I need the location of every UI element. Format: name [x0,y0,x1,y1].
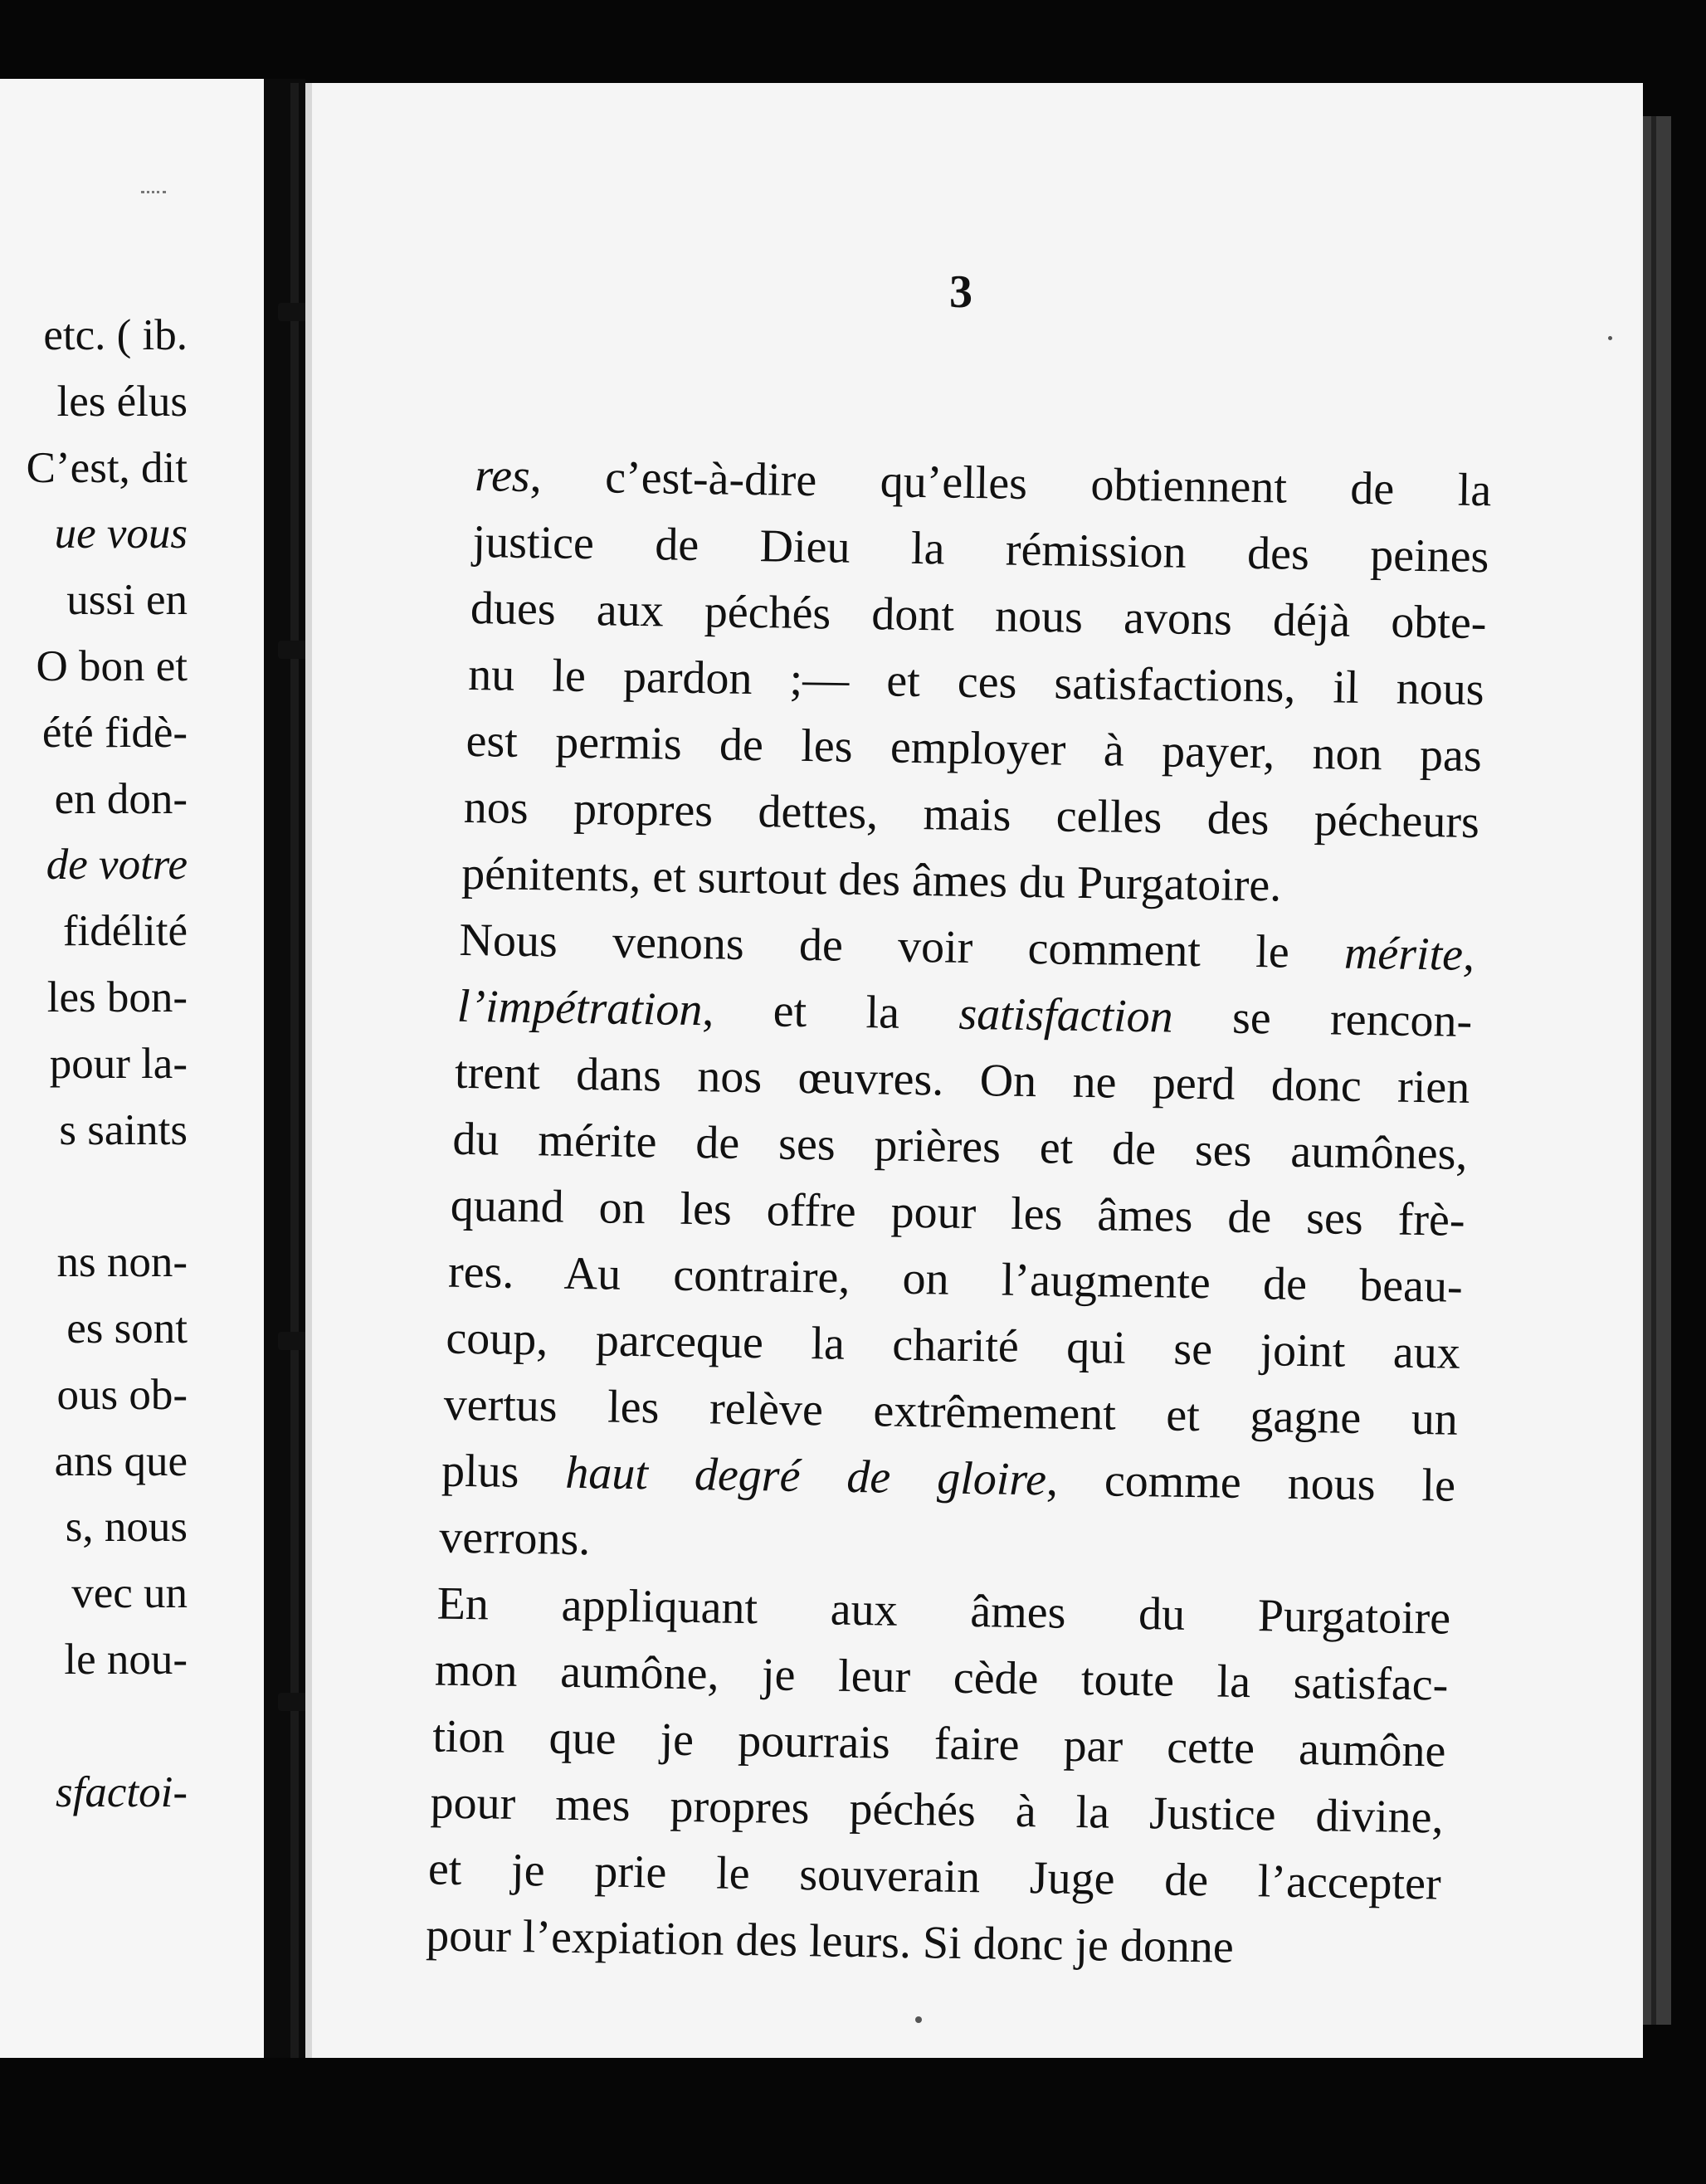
left-page-line: les bon- [46,973,188,1021]
text-run: , comme nous le [1046,1454,1456,1512]
left-page-line: pour la- [49,1039,188,1088]
text-run: du mérite de ses prières et de ses aumônes, [452,1113,1468,1180]
main-page [305,83,1643,2058]
text-run: est permis de les employer à payer, non pas [465,714,1483,782]
left-page-line: les élus [56,377,188,426]
left-page-line: en don- [54,774,188,823]
left-page-line: O bon et [36,641,188,690]
book-gutter [264,79,305,2058]
ink-speck [915,2016,922,2023]
italic-phrase: l’impétration [456,980,703,1036]
left-page-text [0,303,188,1826]
left-page-line: etc. ( ib. [43,311,188,359]
left-page-line: s saints [59,1105,188,1154]
italic-phrase: mérite, [1343,927,1475,981]
left-page-line: es sont [66,1304,188,1353]
italic-phrase: res [474,450,531,503]
text-run: , c’est-à-dire qu’elles obtiennent de la [529,451,1492,517]
text-run: justice de Dieu la rémission des peines [472,516,1489,583]
left-page-line: de votre [46,841,188,890]
left-page-line: sfactoi- [56,1767,188,1816]
text-line [441,1438,1455,1519]
text-run: dues aux péchés dont nous avons déjà obte- [470,582,1487,650]
text-run: coup, parceque la charité qui se joint aux [445,1312,1461,1379]
text-run: se rencon- [1172,991,1473,1047]
spine-shadow [290,83,299,2058]
italic-phrase: satisfaction [958,987,1174,1043]
left-page-line: s, nous [65,1503,188,1552]
left-page-line: vec un [71,1569,188,1618]
text-run: tion que je pourrais faire par cette aumône [431,1710,1446,1777]
page-number: 3 [949,266,972,318]
left-page-line: fidélité [62,907,188,956]
left-page-line: ous ob- [56,1370,188,1419]
text-run: plus [441,1445,566,1499]
ink-speck [1608,336,1612,340]
text-run: , et la [701,984,959,1040]
left-page-line: été fidè- [41,708,188,757]
text-run: Nous venons de voir comment le [459,914,1345,979]
left-page-line: le nou- [64,1635,188,1684]
page-edge-shadow [1643,116,1671,2025]
text-run: En appliquant aux âmes du Purgatoire [436,1577,1451,1645]
left-page-line: ans que [54,1436,188,1485]
text-line [426,1902,1440,1983]
text-run: pour mes propres péchés à la Justice divine, [430,1777,1444,1844]
page-mark [141,191,166,200]
left-page-line [0,1694,188,1760]
left-page-line: ns non- [56,1238,188,1287]
text-run: vertus les relève extrêmement et gagne un [443,1378,1459,1445]
text-run: res. Au contraire, on l’augmente de beau- [447,1246,1464,1313]
text-run: nos propres dettes, mais celles des pécheurs [463,781,1480,849]
left-page-line: C’est, dit [26,443,188,492]
text-run: verrons. [438,1511,591,1566]
text-run: trent dans nos œuvres. On ne perd donc rien [454,1046,1470,1114]
page-body-text [305,440,1643,1973]
text-run: et je prie le souverain Juge de l’accepter [427,1843,1442,1910]
text-run: quand on les offre pour les âmes de ses frè- [450,1179,1465,1246]
left-page-line: ussi en [66,576,188,625]
text-line [439,1504,591,1573]
left-page-line [0,1163,188,1230]
text-run: pour l’expiation des leurs. Si donc je donne [425,1909,1235,1973]
left-page-line: ue vous [54,509,188,558]
text-run: nu le pardon ;— et ces satisfactions, il nous [467,648,1485,716]
left-facing-page [0,79,264,2058]
italic-phrase: haut degré de gloire [564,1446,1047,1506]
text-run: mon aumône, je leur cède toute la satisfac- [434,1644,1449,1711]
text-run: pénitents, et surtout des âmes du Purgatoire. [461,847,1282,912]
